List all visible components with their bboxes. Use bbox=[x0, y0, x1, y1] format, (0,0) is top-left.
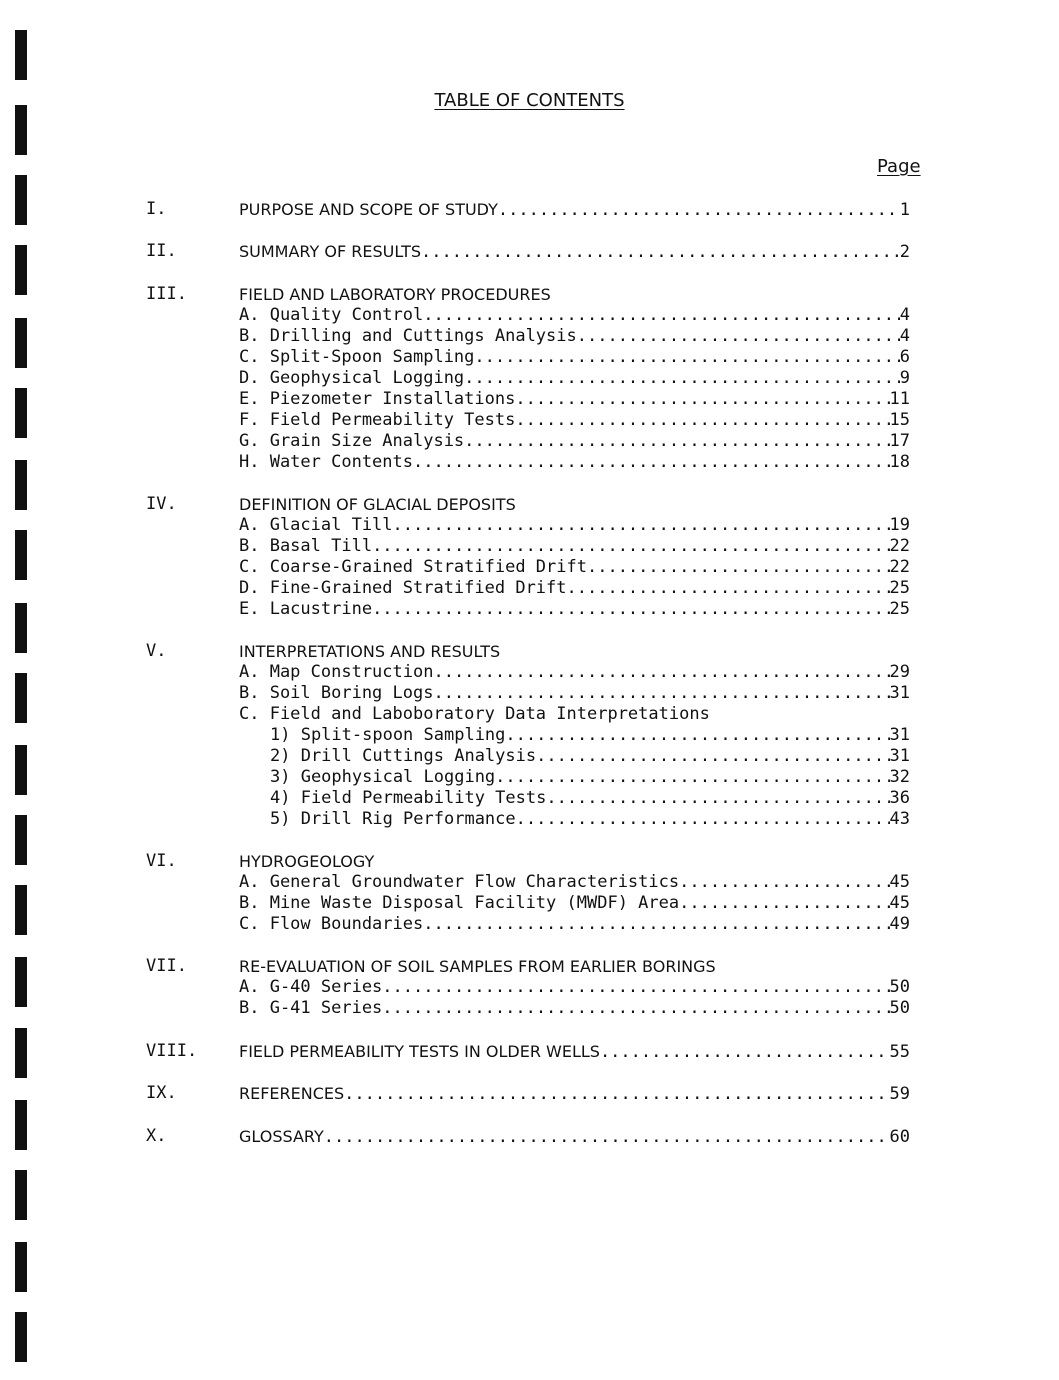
toc-entry[interactable] bbox=[239, 914, 910, 935]
entry-label: H. Water Contents bbox=[239, 452, 413, 472]
entry-page: 17 bbox=[889, 431, 910, 451]
entry-label: A. Quality Control bbox=[239, 305, 424, 325]
entry-page: 43 bbox=[889, 809, 910, 829]
section-numeral: II. bbox=[146, 241, 177, 261]
entry-label: GLOSSARY bbox=[239, 1127, 324, 1146]
section-numeral: IX. bbox=[146, 1083, 177, 1103]
dot-leader bbox=[421, 242, 900, 263]
toc-entry[interactable] bbox=[239, 977, 910, 998]
dot-leader bbox=[679, 872, 889, 893]
dot-leader bbox=[505, 725, 889, 746]
entry-label: E. Piezometer Installations bbox=[239, 389, 516, 409]
section-numeral: IV. bbox=[146, 494, 177, 514]
entry-label: C. Flow Boundaries bbox=[239, 914, 424, 934]
section-numeral: VI. bbox=[146, 851, 177, 871]
entry-label: B. Drilling and Cuttings Analysis bbox=[239, 326, 577, 346]
toc-entry[interactable] bbox=[239, 1083, 910, 1105]
entry-page: 2 bbox=[899, 242, 910, 262]
section-numeral: III. bbox=[146, 284, 187, 304]
toc-entry[interactable] bbox=[239, 536, 910, 557]
section-numeral: X. bbox=[146, 1126, 167, 1146]
entry-page: 36 bbox=[889, 788, 910, 808]
entry-label: PURPOSE AND SCOPE OF STUDY bbox=[239, 200, 498, 219]
entry-page: 9 bbox=[899, 368, 910, 388]
toc-entry[interactable] bbox=[239, 515, 910, 536]
section-numeral: VIII. bbox=[146, 1041, 198, 1061]
toc-entry[interactable] bbox=[270, 746, 910, 767]
entry-label: A. Glacial Till bbox=[239, 515, 393, 535]
entry-page: 45 bbox=[889, 872, 910, 892]
dot-leader bbox=[536, 746, 889, 767]
entry-page: 18 bbox=[889, 452, 910, 472]
entry-page: 11 bbox=[889, 389, 910, 409]
entry-page: 55 bbox=[889, 1042, 910, 1062]
dot-leader bbox=[382, 998, 889, 1019]
entry-page: 15 bbox=[889, 410, 910, 430]
entry-label: SUMMARY OF RESULTS bbox=[239, 242, 421, 261]
entry-label: A. General Groundwater Flow Characteristics bbox=[239, 872, 680, 892]
section-heading: HYDROGEOLOGY bbox=[239, 852, 375, 871]
toc-entry[interactable] bbox=[239, 1041, 910, 1063]
toc-entry[interactable] bbox=[239, 347, 910, 368]
toc-entry[interactable] bbox=[239, 578, 910, 599]
toc-entry[interactable] bbox=[239, 452, 910, 473]
toc-entry[interactable] bbox=[239, 557, 910, 578]
entry-label: B. Soil Boring Logs bbox=[239, 683, 434, 703]
entry-page: 31 bbox=[889, 746, 910, 766]
entry-label: G. Grain Size Analysis bbox=[239, 431, 465, 451]
dot-leader bbox=[587, 557, 890, 578]
entry-label: A. Map Construction bbox=[239, 662, 434, 682]
section-heading: DEFINITION OF GLACIAL DEPOSITS bbox=[239, 495, 516, 514]
toc-entry[interactable] bbox=[239, 683, 910, 704]
entry-label: C. Coarse-Grained Stratified Drift bbox=[239, 557, 587, 577]
dot-leader bbox=[546, 788, 889, 809]
entry-page: 31 bbox=[889, 725, 910, 745]
entry-page: 1 bbox=[899, 200, 910, 220]
toc-entry[interactable] bbox=[239, 410, 910, 431]
dot-leader bbox=[393, 515, 890, 536]
entry-page: 32 bbox=[889, 767, 910, 787]
dot-leader bbox=[324, 1127, 890, 1148]
entry-page: 50 bbox=[889, 977, 910, 997]
entry-page: 50 bbox=[889, 998, 910, 1018]
dot-leader bbox=[679, 893, 889, 914]
toc-entry[interactable] bbox=[239, 368, 910, 389]
entry-page: 25 bbox=[889, 599, 910, 619]
entry-label: D. Fine-Grained Stratified Drift bbox=[239, 578, 567, 598]
toc-entry[interactable] bbox=[239, 893, 910, 914]
toc-entry[interactable] bbox=[239, 241, 910, 263]
entry-page: 45 bbox=[889, 893, 910, 913]
section-heading: FIELD AND LABORATORY PROCEDURES bbox=[239, 285, 551, 304]
dot-leader bbox=[433, 683, 889, 704]
entry-page: 49 bbox=[889, 914, 910, 934]
dot-leader bbox=[344, 1084, 889, 1105]
section-heading: INTERPRETATIONS AND RESULTS bbox=[239, 642, 501, 661]
entry-label: E. Lacustrine bbox=[239, 599, 373, 619]
dot-leader bbox=[567, 578, 890, 599]
entry-label: 5) Drill Rig Performance bbox=[270, 809, 516, 829]
entry-page: 4 bbox=[899, 305, 910, 325]
toc-entry[interactable] bbox=[270, 788, 910, 809]
dot-leader bbox=[382, 977, 889, 998]
entry-page: 59 bbox=[889, 1084, 910, 1104]
toc-entry[interactable] bbox=[239, 599, 910, 620]
dot-leader bbox=[423, 914, 889, 935]
entry-page: 60 bbox=[889, 1127, 910, 1147]
entry-page: 31 bbox=[889, 683, 910, 703]
entry-label: 3) Geophysical Logging bbox=[270, 767, 496, 787]
entry-label: C. Split-Spoon Sampling bbox=[239, 347, 475, 367]
entry-page: 29 bbox=[889, 662, 910, 682]
entry-label: B. Basal Till bbox=[239, 536, 373, 556]
page-column-header: Page bbox=[877, 156, 921, 177]
entry-page: 19 bbox=[889, 515, 910, 535]
entry-page: 4 bbox=[899, 326, 910, 346]
toc-entry[interactable] bbox=[239, 872, 910, 893]
entry-label: B. G-41 Series bbox=[239, 998, 383, 1018]
toc-entry[interactable] bbox=[270, 809, 910, 830]
dot-leader bbox=[516, 809, 890, 830]
dot-leader bbox=[423, 305, 900, 326]
toc-entry[interactable] bbox=[270, 767, 910, 788]
dot-leader bbox=[498, 200, 900, 221]
dot-leader bbox=[515, 389, 889, 410]
toc-entry[interactable] bbox=[239, 389, 910, 410]
entry-page: 6 bbox=[899, 347, 910, 367]
section-numeral: I. bbox=[146, 199, 167, 219]
entry-label: 4) Field Permeability Tests bbox=[270, 788, 547, 808]
entry-label: 1) Split-spoon Sampling bbox=[270, 725, 506, 745]
entry-label: D. Geophysical Logging bbox=[239, 368, 465, 388]
dot-leader bbox=[433, 662, 889, 683]
entry-label: F. Field Permeability Tests bbox=[239, 410, 516, 430]
entry-label: REFERENCES bbox=[239, 1084, 345, 1103]
dot-leader bbox=[372, 536, 889, 557]
toc-entry[interactable] bbox=[270, 725, 910, 746]
entry-label: FIELD PERMEABILITY TESTS IN OLDER WELLS bbox=[239, 1042, 600, 1061]
dot-leader bbox=[600, 1042, 890, 1063]
entry-label: B. Mine Waste Disposal Facility (MWDF) Area bbox=[239, 893, 680, 913]
section-heading: RE-EVALUATION OF SOIL SAMPLES FROM EARLIER BORINGS bbox=[239, 957, 716, 976]
dot-leader bbox=[464, 431, 889, 452]
toc-entry[interactable] bbox=[239, 1126, 910, 1148]
toc-entry[interactable] bbox=[239, 326, 910, 347]
dot-leader bbox=[372, 599, 889, 620]
toc-entry[interactable] bbox=[239, 199, 910, 221]
section-numeral: VII. bbox=[146, 956, 187, 976]
toc-entry[interactable] bbox=[239, 305, 910, 326]
dot-leader bbox=[495, 767, 889, 788]
dot-leader bbox=[577, 326, 900, 347]
toc-entry[interactable] bbox=[239, 431, 910, 452]
entry-page: 25 bbox=[889, 578, 910, 598]
dot-leader bbox=[464, 368, 900, 389]
toc-entry[interactable] bbox=[239, 662, 910, 683]
entry-page: 22 bbox=[889, 536, 910, 556]
dot-leader bbox=[515, 410, 889, 431]
entry-label: 2) Drill Cuttings Analysis bbox=[270, 746, 537, 766]
entry-label: A. G-40 Series bbox=[239, 977, 383, 997]
toc-entry[interactable] bbox=[239, 998, 910, 1019]
dot-leader bbox=[474, 347, 899, 368]
entry-page: 22 bbox=[889, 557, 910, 577]
section-numeral: V. bbox=[146, 641, 167, 661]
subsection-heading: C. Field and Laboboratory Data Interpretations bbox=[239, 704, 710, 724]
title-text: TABLE OF CONTENTS bbox=[434, 90, 625, 111]
dot-leader bbox=[413, 452, 890, 473]
